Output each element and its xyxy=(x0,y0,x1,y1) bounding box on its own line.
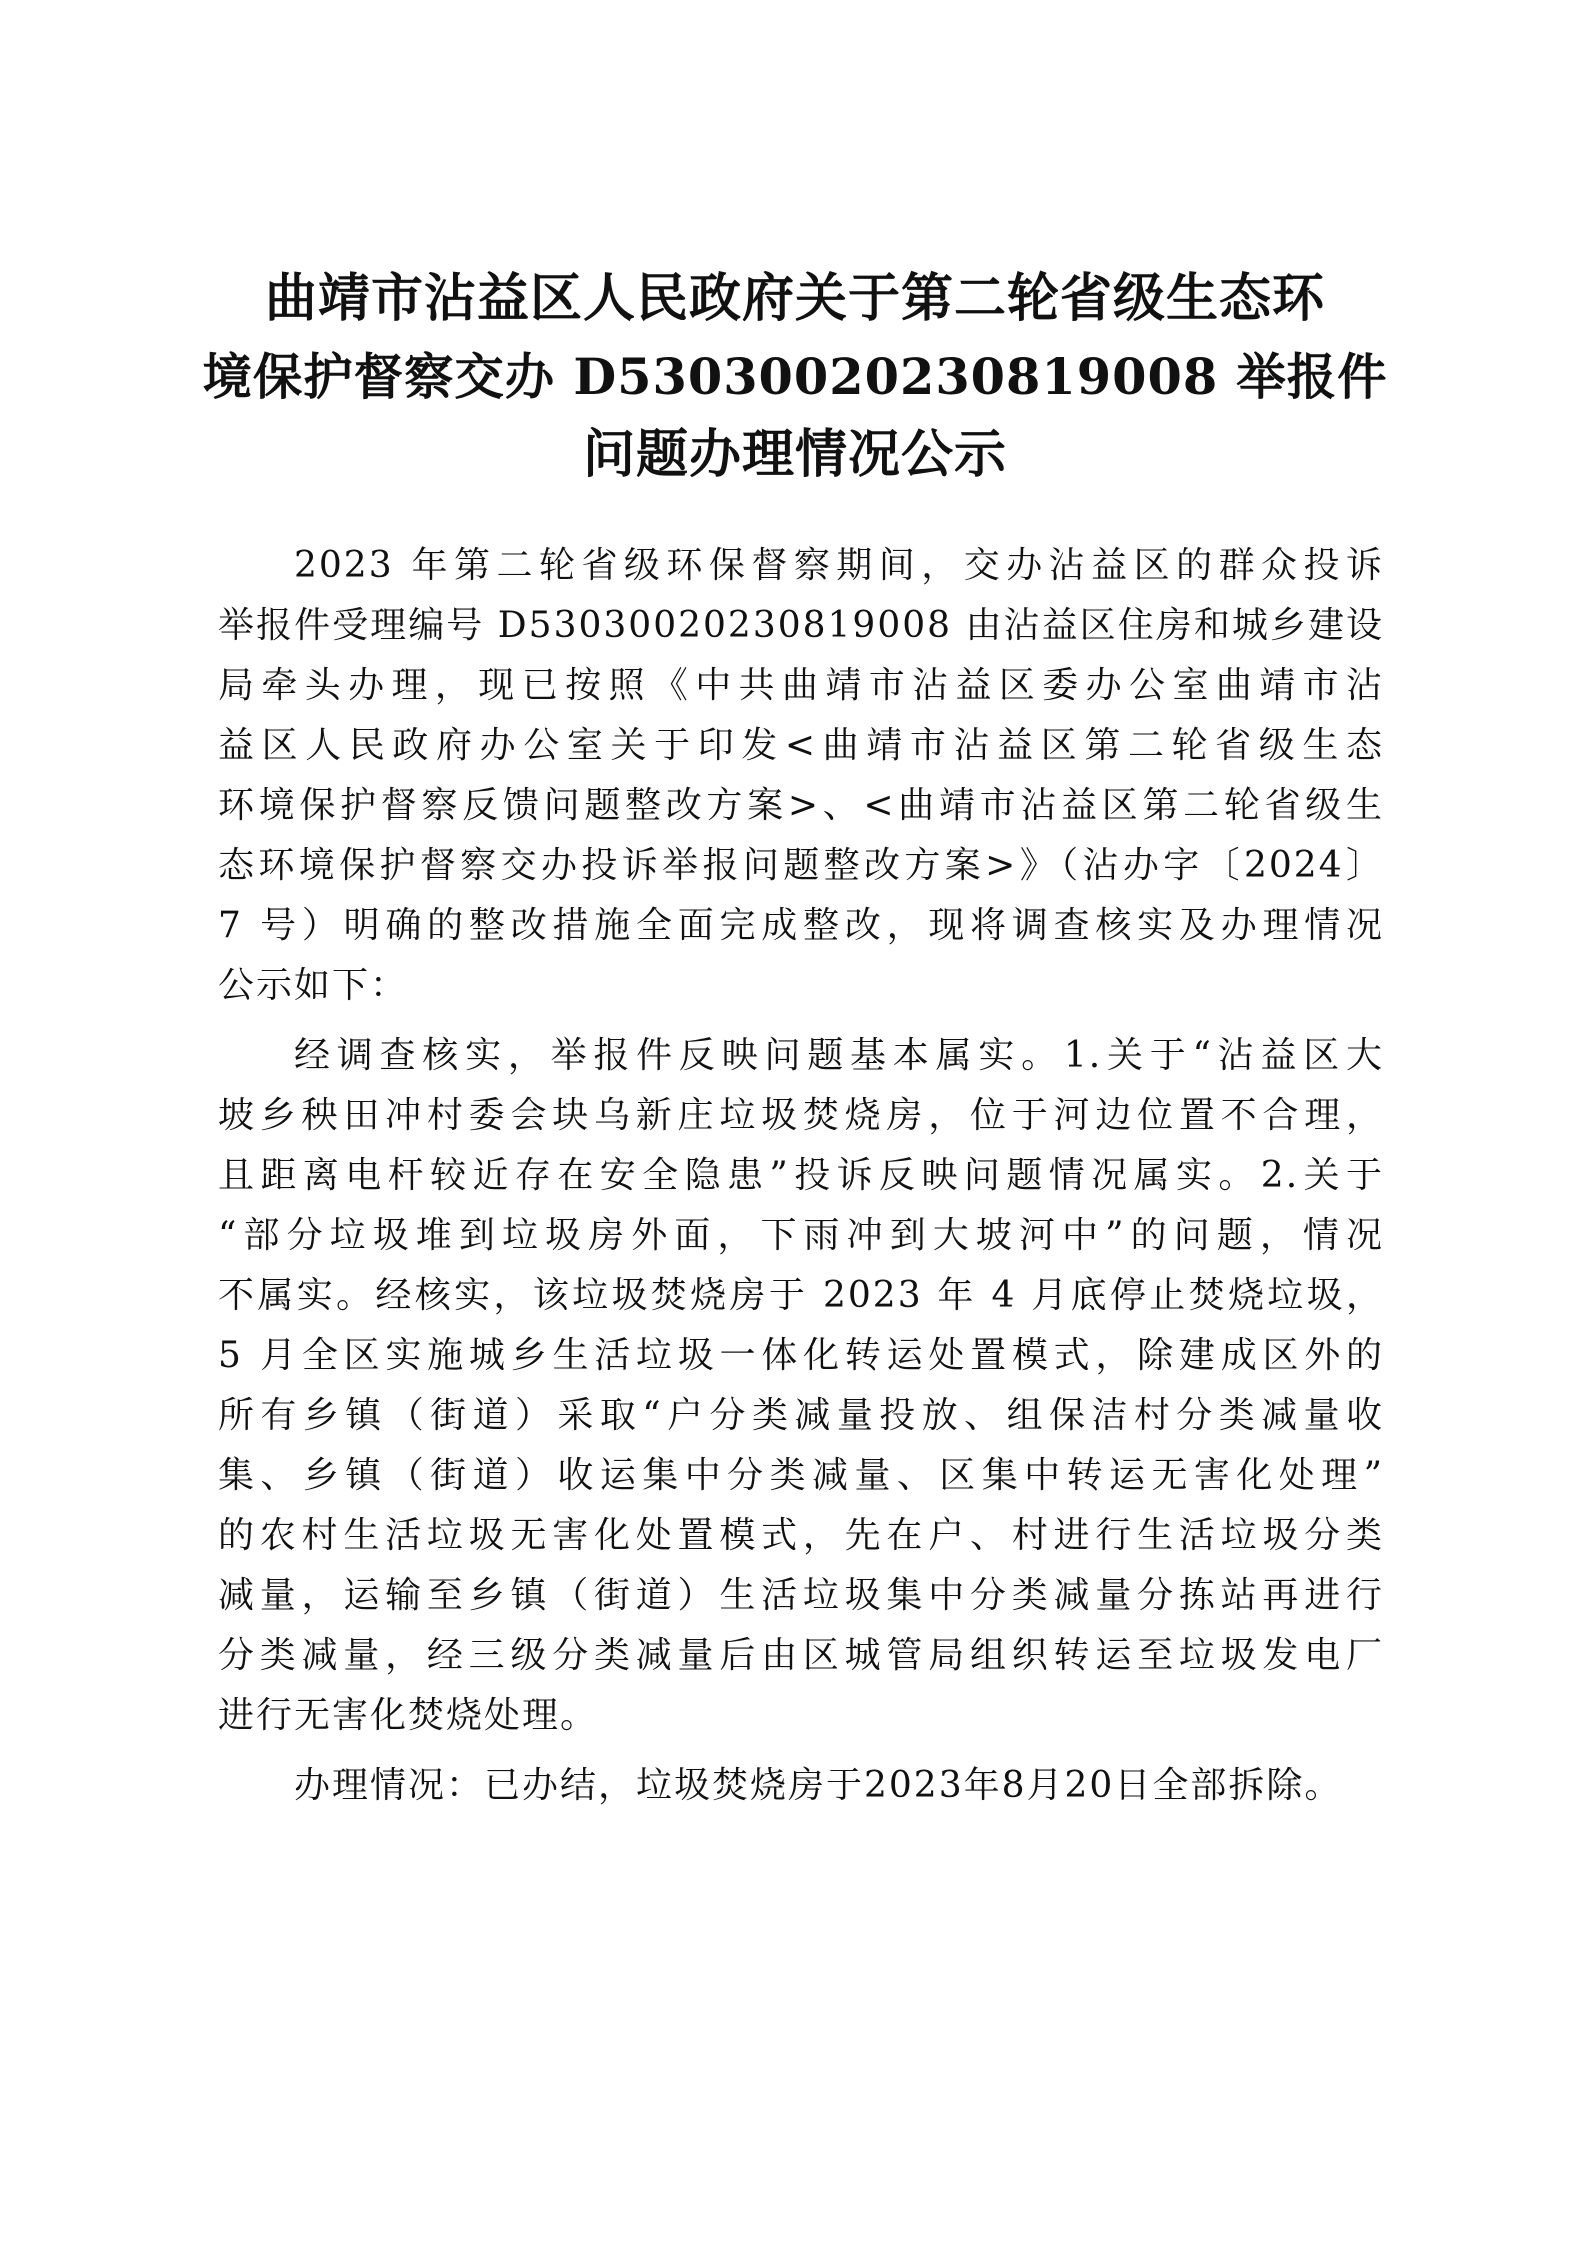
title-line: 曲靖市沾益区人民政府关于第二轮省级生态环 xyxy=(264,268,1325,329)
text-line: 减量，运输至乡镇（街道）生活垃圾集中分类减量分拣站再进行 xyxy=(218,1575,1384,1616)
text-line: 集、乡镇（街道）收运集中分类减量、区集中转运无害化处理” xyxy=(218,1455,1384,1496)
text-line: 局牵头办理，现已按照《中共曲靖市沾益区委办公室曲靖市沾 xyxy=(218,665,1384,706)
title-line: 问题办理情况公示 xyxy=(582,424,1007,485)
text-line: 5 月全区实施城乡生活垃圾一体化转运处置模式，除建成区外的 xyxy=(218,1335,1384,1376)
document-body xyxy=(218,536,1384,1826)
paragraph-status xyxy=(218,1756,1384,1816)
text-line: 所有乡镇（街道）采取“户分类减量投放、组保洁村分类减量收 xyxy=(218,1395,1384,1436)
text-line: 且距离电杆较近存在安全隐患”投诉反映问题情况属实。2.关于 xyxy=(218,1155,1384,1196)
paragraph-findings xyxy=(218,1026,1384,1746)
text-line: 办理情况：已办结，垃圾焚烧房于2023年8月20日全部拆除。 xyxy=(294,1765,1343,1806)
text-line: 坡乡秧田冲村委会块乌新庄垃圾焚烧房，位于河边位置不合理， xyxy=(218,1095,1384,1136)
text-line: 的农村生活垃圾无害化处置模式，先在户、村进行生活垃圾分类 xyxy=(218,1515,1384,1556)
text-line: 分类减量，经三级分类减量后由区城管局组织转运至垃圾发电厂 xyxy=(218,1635,1384,1676)
paragraph-intro xyxy=(218,536,1384,1016)
text-line: 经调查核实，举报件反映问题基本属实。1.关于“沾益区大 xyxy=(294,1035,1384,1076)
text-line: “部分垃圾堆到垃圾房外面，下雨冲到大坡河中”的问题，情况 xyxy=(218,1215,1384,1256)
title-line: 境保护督察交办 D53030020230819008 举报件 xyxy=(202,348,1388,406)
text-line: 环境保护督察反馈问题整改方案>、<曲靖市沾益区第二轮省级生 xyxy=(218,785,1384,826)
text-line: 2023 年第二轮省级环保督察期间，交办沾益区的群众投诉 xyxy=(294,545,1384,586)
text-line: 进行无害化焚烧处理。 xyxy=(218,1695,599,1736)
text-line: 公示如下： xyxy=(218,965,409,1006)
document-title xyxy=(200,260,1390,494)
text-line: 不属实。经核实，该垃圾焚烧房于 2023 年 4 月底停止焚烧垃圾， xyxy=(218,1275,1384,1316)
text-line: 举报件受理编号 D53030020230819008 由沾益区住房和城乡建设 xyxy=(218,605,1384,646)
text-line: 7 号）明确的整改措施全面完成整改，现将调查核实及办理情况 xyxy=(218,905,1384,946)
text-line: 态环境保护督察交办投诉举报问题整改方案>》（沾办字〔2024〕 xyxy=(218,845,1384,886)
text-line: 益区人民政府办公室关于印发<曲靖市沾益区第二轮省级生态 xyxy=(218,725,1384,766)
